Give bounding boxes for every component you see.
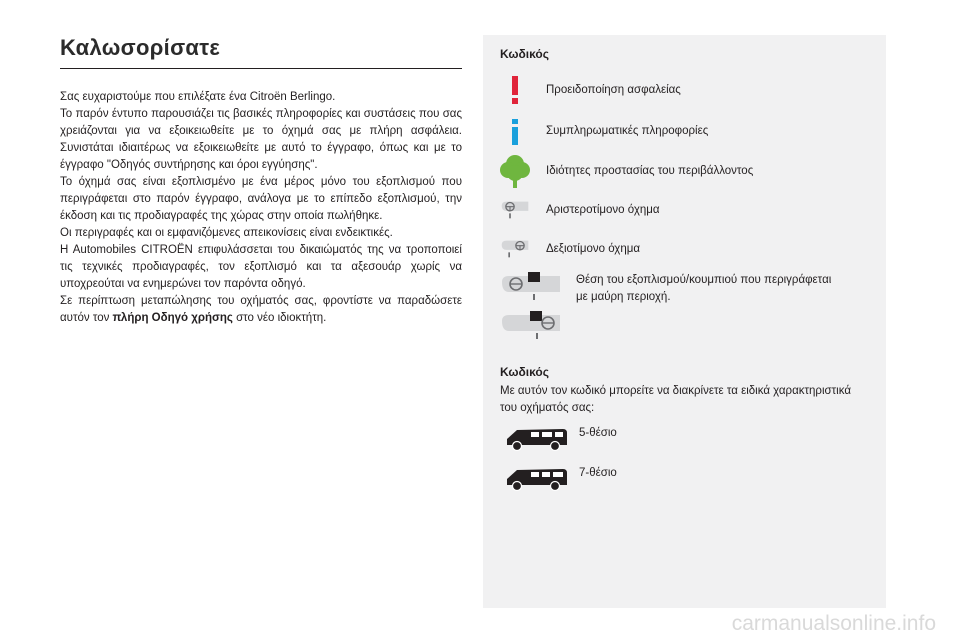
legend-item bbox=[500, 234, 640, 264]
legend-item bbox=[500, 195, 660, 225]
warning-icon bbox=[500, 75, 530, 105]
legend-label: Αριστεροτίμονο όχημα bbox=[546, 203, 660, 216]
page-title: Καλωσορίσατε bbox=[60, 35, 221, 60]
left-hand-drive-icon bbox=[500, 195, 530, 225]
legend-label: Προειδοποίηση ασφαλείας bbox=[546, 83, 681, 96]
legend-item bbox=[500, 156, 753, 186]
intro-paragraph: Οι περιγραφές και οι εμφανιζόμενες απεικονίσεις είναι ενδεικτικές. bbox=[60, 227, 393, 239]
vehicle-item bbox=[503, 465, 617, 498]
legend-panel bbox=[483, 35, 886, 608]
intro-paragraph bbox=[60, 293, 462, 327]
intro-paragraph: Σας ευχαριστούμε που επιλέξατε ένα Citroën Berlingo. bbox=[60, 91, 336, 103]
vehicle-item bbox=[503, 425, 617, 458]
intro-body bbox=[60, 89, 462, 327]
legend-section-title: Κωδικός bbox=[500, 47, 550, 61]
equipment-location-icon bbox=[500, 270, 562, 307]
info-icon bbox=[500, 116, 530, 146]
legend-item bbox=[500, 116, 708, 146]
legend-label: Θέση του εξοπλισμού/κουμπιού που περιγράφεται με μαύρη περιοχή. bbox=[576, 274, 832, 303]
vehicle-label: 5-θέσιο bbox=[579, 427, 617, 439]
legend-label: Ιδιότητες προστασίας του περιβάλλοντος bbox=[546, 164, 754, 177]
legend-item bbox=[500, 75, 681, 105]
title-divider bbox=[60, 68, 462, 69]
seven-seat-van-icon bbox=[503, 465, 569, 498]
vehicle-code-section-title: Κωδικός bbox=[500, 365, 550, 379]
watermark: carmanualsonline.info bbox=[731, 612, 936, 635]
intro-paragraph: Το όχημά σας είναι εξοπλισμένο με ένα μέρος μόνο του εξοπλισμού που περιγράφεται στο παρόν έγγραφο, ανάλογα με το επίπεδο εξοπλισμού, την έκδοση και τις προδιαγραφές της χώρας στην οποία πωλήθηκε. bbox=[60, 176, 462, 222]
vehicle-label: 7-θέσιο bbox=[579, 467, 617, 479]
resale-text-end: στο νέο ιδιοκτήτη. bbox=[232, 312, 327, 324]
vehicle-code-description: Με αυτόν τον κωδικό μπορείτε να διακρίνετε τα ειδικά χαρακτηριστικά του οχήματός σας: bbox=[500, 385, 851, 414]
intro-paragraph: H Automobiles CITROËN επιφυλάσσεται του δικαιώματός της να τροποποιεί τις τεχνικές προδιαγραφές, τον εξοπλισμό και τα αξεσουάρ χωρίς να υποχρεούται να ενημερώνει τον παρόντα οδηγό. bbox=[60, 244, 462, 290]
legend-label: Συμπληρωματικές πληροφορίες bbox=[546, 124, 709, 137]
right-hand-drive-icon bbox=[500, 234, 530, 264]
full-guide-emphasis: πλήρη Οδηγό χρήσης bbox=[112, 312, 233, 324]
five-seat-van-icon bbox=[503, 425, 569, 458]
tree-icon bbox=[500, 156, 530, 186]
intro-column bbox=[60, 30, 462, 327]
equipment-location-rhd-icon bbox=[500, 309, 562, 346]
intro-paragraph: Το παρόν έντυπο παρουσιάζει τις βασικές πληροφορίες και συστάσεις που σας χρειάζονται για να εξοικειωθείτε με το όχημά σας με πλήρη ασφάλεια. Συνιστάται ιδιαιτέρως να εξοικειωθείτε με αυτό το έγγραφο, όπως και με το έγγραφο "Οδηγός συντήρησης και όροι εγγύησης". bbox=[60, 108, 462, 171]
legend-label: Δεξιοτίμονο όχημα bbox=[546, 242, 640, 255]
resale-text: Σε περίπτωση μεταπώλησης του οχήματός σας, φροντίστε να παραδώσετε αυτόν τον bbox=[60, 295, 462, 324]
